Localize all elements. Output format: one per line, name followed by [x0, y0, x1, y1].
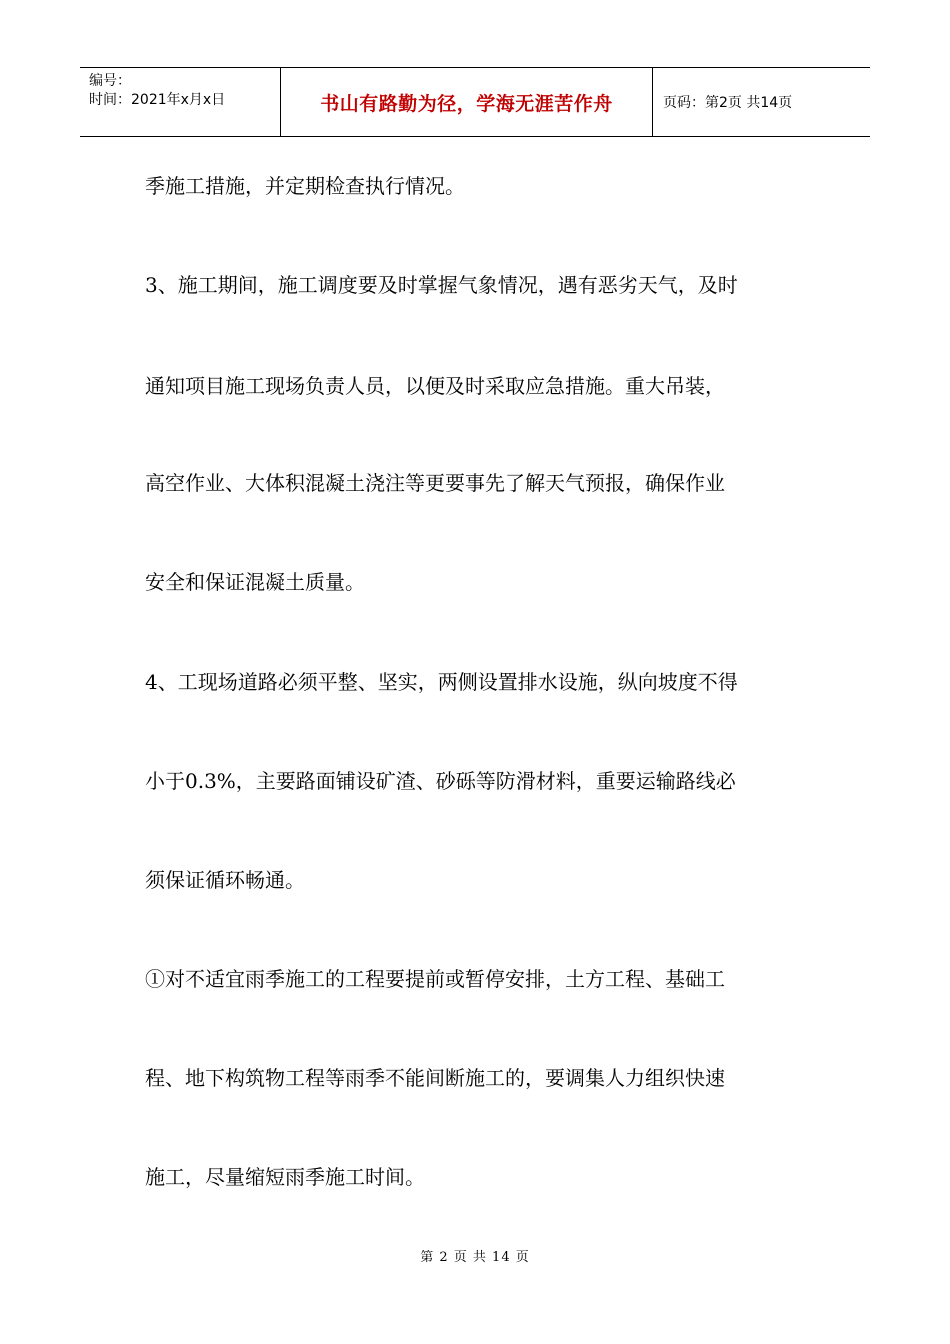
- body-line: 4、工现场道路必须平整、坚实，两侧设置排水设施，纵向坡度不得: [145, 670, 738, 694]
- body-line: 小于0.3%，主要路面铺设矿渣、砂砾等防滑材料，重要运输路线必: [145, 769, 736, 793]
- header-meta: [80, 68, 281, 136]
- body-line: 季施工措施，并定期检查执行情况。: [145, 174, 465, 198]
- body-line: 3、施工期间，施工调度要及时掌握气象情况，遇有恶劣天气，及时: [145, 273, 738, 297]
- body-line: 安全和保证混凝土质量。: [145, 570, 365, 594]
- header-motto: 书山有路勤为径，学海无涯苦作舟: [281, 68, 653, 136]
- page-header: [80, 67, 870, 137]
- body-line: 施工，尽量缩短雨季施工时间。: [145, 1165, 425, 1189]
- header-page-info: 页码：第2页 共14页: [663, 95, 793, 111]
- body-line: 通知项目施工现场负责人员，以便及时采取应急措施。重大吊装，: [145, 374, 725, 398]
- document-number-label: 编号：: [89, 73, 131, 89]
- body-line: 高空作业、大体积混凝土浇注等更要事先了解天气预报，确保作业: [145, 471, 725, 495]
- page-footer: 第 2 页 共 14 页: [420, 1250, 530, 1265]
- body-line: 须保证循环畅通。: [145, 868, 305, 892]
- body-line: 程、地下构筑物工程等雨季不能间断施工的，要调集人力组织快速: [145, 1066, 725, 1090]
- body-line: ①对不适宜雨季施工的工程要提前或暂停安排，土方工程、基础工: [145, 967, 725, 991]
- document-date: 时间：2021年x月x日: [89, 92, 226, 108]
